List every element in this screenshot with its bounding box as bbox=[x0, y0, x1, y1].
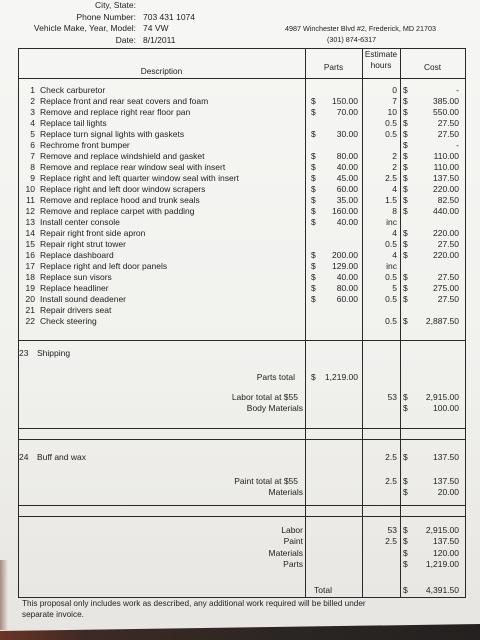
grand-total-value: 4,391.50 bbox=[425, 585, 459, 595]
parts-total-value: 1,219.00 bbox=[324, 372, 358, 382]
cost-amount bbox=[410, 261, 459, 272]
line-item-number: 14 bbox=[25, 228, 35, 238]
line-item-number: 21 bbox=[25, 305, 35, 315]
parts-amount: 60.00 bbox=[336, 184, 358, 194]
parts-amount: 160.00 bbox=[332, 206, 358, 216]
line-item-description: Remove and replace right rear floor pan bbox=[40, 107, 191, 117]
line-item-description: Remove and replace rear window seal with insert bbox=[40, 162, 226, 172]
line-item-row bbox=[0, 85, 480, 96]
estimate-hours: 10 bbox=[387, 107, 397, 117]
cost-currency-symbol: $ bbox=[403, 272, 408, 282]
estimate-hours: 8 bbox=[392, 206, 397, 216]
shop-address: 4987 Winchester Blvd #2, Frederick, MD 21703 bbox=[285, 24, 437, 33]
shop-phone: (301) 874-6317 bbox=[327, 35, 377, 44]
line-item-row bbox=[0, 107, 480, 118]
cost-currency-symbol: $ bbox=[403, 228, 408, 238]
line-item-number: 17 bbox=[25, 261, 35, 271]
line-item-description: Check carburetor bbox=[40, 85, 106, 95]
cost-currency-symbol: $ bbox=[403, 206, 408, 216]
phone-number-value: 703 431 1074 bbox=[143, 12, 195, 22]
cost-amount: 27.50 bbox=[437, 129, 459, 139]
line-item-description: Replace right and left quarter window seal with insert bbox=[40, 173, 239, 183]
estimate-hours: 0.5 bbox=[385, 294, 397, 304]
estimate-hours: 4 bbox=[392, 228, 397, 238]
body-materials-row bbox=[0, 403, 480, 414]
cost-amount: 110.00 bbox=[433, 162, 459, 172]
summary-currency: $ bbox=[403, 548, 408, 558]
body-materials-value: 100.00 bbox=[433, 403, 459, 413]
paint-materials-label: Materials bbox=[268, 487, 303, 497]
line-item-number: 22 bbox=[25, 316, 35, 326]
parts-amount bbox=[316, 85, 358, 96]
cost-currency-symbol: $ bbox=[403, 250, 408, 260]
buff-wax-number: 24 bbox=[19, 452, 29, 462]
line-item-description: Remove and replace hood and trunk seals bbox=[40, 195, 200, 205]
parts-amount bbox=[316, 239, 358, 250]
cost-amount: 2,887.50 bbox=[425, 316, 459, 326]
line-item-number: 7 bbox=[30, 151, 35, 161]
summary-value: 137.50 bbox=[433, 536, 459, 546]
cost-currency-symbol: $ bbox=[403, 96, 408, 106]
cost-amount: 27.50 bbox=[437, 294, 459, 304]
cost-amount: 137.50 bbox=[433, 173, 459, 183]
labor-total-hours: 53 bbox=[387, 392, 397, 402]
paint-total-hours: 2.5 bbox=[385, 476, 397, 486]
line-item-description: Rechrome front bumper bbox=[40, 140, 130, 150]
cost-amount bbox=[410, 217, 459, 228]
line-item-number: 8 bbox=[30, 162, 35, 172]
buff-wax-value: 137.50 bbox=[433, 452, 459, 462]
line-item-row bbox=[0, 305, 480, 316]
cost-currency-symbol: $ bbox=[403, 118, 408, 128]
line-item-number: 19 bbox=[25, 283, 35, 293]
section-divider bbox=[18, 428, 466, 429]
parts-column-header: Parts bbox=[323, 62, 344, 72]
date-label: Date: bbox=[115, 35, 136, 45]
summary-label: Labor bbox=[281, 525, 303, 535]
summary-value: 120.00 bbox=[433, 548, 459, 558]
parts-total-currency: $ bbox=[311, 372, 316, 382]
parts-total-row bbox=[0, 372, 480, 383]
estimate-hours: 5 bbox=[392, 283, 397, 293]
estimate-hours bbox=[364, 305, 397, 316]
vehicle-label: Vehicle Make, Year, Model: bbox=[33, 23, 136, 33]
cost-currency-symbol: $ bbox=[403, 129, 408, 139]
paint-total-currency: $ bbox=[403, 476, 408, 486]
line-item-row bbox=[0, 250, 480, 261]
buff-wax-row bbox=[0, 452, 480, 463]
parts-currency-symbol: $ bbox=[311, 272, 316, 282]
line-item-row bbox=[0, 261, 480, 272]
line-item-row bbox=[0, 239, 480, 250]
estimate-hours: inc bbox=[386, 217, 397, 227]
labor-total-value: 2,915.00 bbox=[425, 392, 459, 402]
parts-currency-symbol: $ bbox=[311, 206, 316, 216]
shipping-description: Shipping bbox=[37, 348, 71, 358]
line-item-description: Replace dashboard bbox=[40, 250, 114, 260]
line-item-row bbox=[0, 294, 480, 305]
summary-hours bbox=[364, 559, 397, 570]
estimate-hours: 0.5 bbox=[385, 272, 397, 282]
buff-wax-currency: $ bbox=[403, 452, 408, 462]
vehicle-value: 74 VW bbox=[143, 23, 169, 33]
cost-currency-symbol: $ bbox=[403, 140, 408, 150]
grand-total-currency: $ bbox=[403, 585, 408, 595]
line-item-description: Replace headliner bbox=[40, 283, 109, 293]
parts-amount bbox=[316, 305, 358, 316]
estimate-hours: 0.5 bbox=[385, 118, 397, 128]
labor-total-row bbox=[0, 392, 480, 403]
line-item-row bbox=[0, 283, 480, 294]
parts-amount: 70.00 bbox=[336, 107, 358, 117]
cost-currency-symbol: $ bbox=[403, 151, 408, 161]
parts-currency-symbol: $ bbox=[311, 294, 316, 304]
cost-amount: 220.00 bbox=[433, 250, 459, 260]
buff-wax-hours: 2.5 bbox=[385, 452, 397, 462]
line-item-description: Install center console bbox=[40, 217, 120, 227]
parts-total-label: Parts total bbox=[256, 372, 295, 382]
line-item-number: 2 bbox=[30, 96, 35, 106]
parts-amount: 40.00 bbox=[336, 162, 358, 172]
cost-currency-symbol: $ bbox=[403, 85, 408, 95]
cost-amount: 220.00 bbox=[433, 184, 459, 194]
parts-currency-symbol: $ bbox=[311, 250, 316, 260]
grand-total-label: Total bbox=[314, 585, 332, 595]
line-item-description: Repair right front side apron bbox=[40, 228, 146, 238]
estimate-hours: 0.5 bbox=[385, 239, 397, 249]
paint-materials-currency: $ bbox=[403, 487, 408, 497]
parts-currency-symbol: $ bbox=[311, 283, 316, 293]
parts-amount bbox=[316, 118, 358, 129]
parts-amount: 80.00 bbox=[336, 283, 358, 293]
estimate-hours: 0 bbox=[392, 85, 397, 95]
parts-amount: 150.00 bbox=[332, 96, 358, 106]
city-state-label: City, State: bbox=[95, 0, 136, 10]
line-item-number: 11 bbox=[26, 195, 35, 205]
cost-amount: 110.00 bbox=[433, 151, 459, 161]
estimate-hours: inc bbox=[386, 261, 397, 271]
line-item-number: 18 bbox=[25, 272, 35, 282]
estimate-hours: 2 bbox=[392, 151, 397, 161]
line-item-row bbox=[0, 217, 480, 228]
line-item-number: 6 bbox=[30, 140, 35, 150]
line-item-description: Remove and replace carpet with padding bbox=[40, 206, 195, 216]
summary-row bbox=[0, 525, 480, 536]
line-item-description: Repair right strut tower bbox=[40, 239, 126, 249]
line-item-row bbox=[0, 140, 480, 151]
parts-currency-symbol: $ bbox=[311, 129, 316, 139]
cost-amount: 27.50 bbox=[437, 118, 459, 128]
cost-amount: 440.00 bbox=[433, 206, 459, 216]
line-item-number: 20 bbox=[25, 294, 35, 304]
cost-currency-symbol: $ bbox=[403, 316, 408, 326]
parts-currency-symbol: $ bbox=[311, 173, 316, 183]
line-item-row bbox=[0, 206, 480, 217]
summary-hours: 53 bbox=[387, 525, 397, 535]
hours-column-header-line1: Estimate bbox=[364, 49, 398, 59]
description-column-header: Description bbox=[140, 66, 183, 76]
line-item-description: Replace right and left door window scrapers bbox=[40, 184, 206, 194]
parts-currency-symbol: $ bbox=[311, 217, 316, 227]
cost-currency-symbol: $ bbox=[403, 184, 408, 194]
body-materials-label: Body Materials bbox=[246, 403, 303, 413]
cost-amount: 27.50 bbox=[437, 272, 459, 282]
line-item-number: 4 bbox=[30, 118, 35, 128]
parts-amount: 129.00 bbox=[332, 261, 358, 271]
line-item-number: 5 bbox=[30, 129, 35, 139]
line-item-number: 12 bbox=[25, 206, 35, 216]
parts-currency-symbol: $ bbox=[311, 107, 316, 117]
line-item-number: 1 bbox=[30, 85, 35, 95]
line-item-description: Remove and replace windshield and gasket bbox=[40, 151, 205, 161]
summary-currency: $ bbox=[403, 559, 408, 569]
summary-value: 2,915.00 bbox=[425, 525, 459, 535]
summary-row bbox=[0, 536, 480, 547]
line-item-row bbox=[0, 118, 480, 129]
line-item-row bbox=[0, 173, 480, 184]
cost-currency-symbol: $ bbox=[403, 107, 408, 117]
body-materials-currency: $ bbox=[403, 403, 408, 413]
summary-label: Materials bbox=[268, 548, 303, 558]
section-divider bbox=[18, 516, 466, 517]
line-item-row bbox=[0, 316, 480, 327]
line-item-number: 16 bbox=[25, 250, 35, 260]
line-item-description: Install sound deadener bbox=[40, 294, 127, 304]
estimate-hours: 0.5 bbox=[385, 316, 397, 326]
section-divider bbox=[18, 439, 466, 440]
hours-column-header-line2: hours bbox=[370, 60, 392, 70]
summary-row bbox=[0, 548, 480, 559]
cost-column-header: Cost bbox=[423, 62, 442, 72]
paper-edge-shadow bbox=[0, 560, 8, 630]
parts-amount: 45.00 bbox=[336, 173, 358, 183]
cost-amount: - bbox=[456, 85, 459, 95]
paint-materials-row bbox=[0, 487, 480, 498]
cost-amount: 27.50 bbox=[437, 239, 459, 249]
disclaimer-line: separate invoice. bbox=[22, 610, 84, 619]
buff-wax-description: Buff and wax bbox=[37, 452, 86, 462]
paint-total-value: 137.50 bbox=[433, 476, 459, 486]
estimate-hours: 1.5 bbox=[385, 195, 397, 205]
line-item-description: Replace sun visors bbox=[40, 272, 112, 282]
cost-amount: 275.00 bbox=[433, 283, 459, 293]
cost-currency-symbol: $ bbox=[403, 239, 408, 249]
labor-total-label: Labor total at $55 bbox=[231, 392, 298, 402]
line-item-row bbox=[0, 184, 480, 195]
line-item-row bbox=[0, 162, 480, 173]
line-item-description: Replace tail lights bbox=[40, 118, 107, 128]
line-item-row bbox=[0, 129, 480, 140]
parts-amount: 60.00 bbox=[336, 294, 358, 304]
parts-amount: 30.00 bbox=[336, 129, 358, 139]
cost-amount bbox=[410, 305, 459, 316]
line-item-description: Check steering bbox=[40, 316, 97, 326]
line-item-row bbox=[0, 195, 480, 206]
estimate-hours bbox=[364, 140, 397, 151]
line-item-number: 9 bbox=[30, 173, 35, 183]
parts-amount bbox=[316, 316, 358, 327]
parts-amount bbox=[316, 140, 358, 151]
parts-currency-symbol: $ bbox=[311, 151, 316, 161]
shipping-row bbox=[0, 348, 480, 359]
grand-total-row bbox=[0, 585, 480, 596]
summary-label: Parts bbox=[283, 559, 303, 569]
cost-amount: 82.50 bbox=[437, 195, 459, 205]
parts-amount: 35.00 bbox=[336, 195, 358, 205]
estimate-hours: 7 bbox=[392, 96, 397, 106]
summary-currency: $ bbox=[403, 536, 408, 546]
cost-amount: - bbox=[456, 140, 459, 150]
paint-materials-value: 20.00 bbox=[437, 487, 459, 497]
estimate-hours: 4 bbox=[392, 250, 397, 260]
estimate-hours: 4 bbox=[392, 184, 397, 194]
line-item-row bbox=[0, 96, 480, 107]
estimate-hours: 0.5 bbox=[385, 129, 397, 139]
line-item-number: 3 bbox=[30, 107, 35, 117]
table-surface bbox=[0, 622, 480, 640]
line-item-description: Repair drivers seat bbox=[40, 305, 112, 315]
disclaimer-line: This proposal only includes work as described, any additional work required will be billed under bbox=[22, 599, 366, 608]
summary-label: Paint bbox=[283, 536, 303, 546]
line-item-number: 10 bbox=[25, 184, 35, 194]
summary-currency: $ bbox=[403, 525, 408, 535]
parts-amount: 40.00 bbox=[336, 217, 358, 227]
parts-currency-symbol: $ bbox=[311, 96, 316, 106]
line-item-row bbox=[0, 151, 480, 162]
section-divider bbox=[18, 340, 466, 341]
estimate-hours: 2 bbox=[392, 162, 397, 172]
date-value: 8/1/2011 bbox=[143, 35, 176, 45]
shipping-number: 23 bbox=[19, 348, 29, 358]
line-item-number: 13 bbox=[25, 217, 35, 227]
line-item-description: Replace front and rear seat covers and foam bbox=[40, 96, 209, 106]
summary-value: 1,219.00 bbox=[425, 559, 459, 569]
cost-amount: 550.00 bbox=[433, 107, 459, 117]
summary-hours: 2.5 bbox=[385, 536, 397, 546]
estimate-hours: 2.5 bbox=[385, 173, 397, 183]
parts-amount bbox=[316, 228, 358, 239]
parts-currency-symbol: $ bbox=[311, 162, 316, 172]
summary-row bbox=[0, 559, 480, 570]
line-item-row bbox=[0, 272, 480, 283]
line-item-number: 15 bbox=[25, 239, 35, 249]
cost-amount: 220.00 bbox=[433, 228, 459, 238]
line-item-row bbox=[0, 228, 480, 239]
cost-currency-symbol: $ bbox=[403, 294, 408, 304]
cost-currency-symbol: $ bbox=[403, 162, 408, 172]
labor-total-currency: $ bbox=[403, 392, 408, 402]
phone-number-label: Phone Number: bbox=[76, 12, 136, 22]
paint-total-row bbox=[0, 476, 480, 487]
cost-currency-symbol: $ bbox=[403, 173, 408, 183]
header-bottom-border bbox=[18, 78, 466, 79]
parts-amount: 80.00 bbox=[336, 151, 358, 161]
line-item-description: Replace right and left door panels bbox=[40, 261, 168, 271]
parts-currency-symbol: $ bbox=[311, 195, 316, 205]
cost-currency-symbol: $ bbox=[403, 283, 408, 293]
parts-amount: 200.00 bbox=[332, 250, 358, 260]
parts-currency-symbol: $ bbox=[311, 261, 316, 271]
cost-currency-symbol: $ bbox=[403, 195, 408, 205]
parts-amount: 40.00 bbox=[336, 272, 358, 282]
section-divider bbox=[18, 505, 466, 506]
line-item-description: Replace turn signal lights with gaskets bbox=[40, 129, 185, 139]
summary-hours bbox=[364, 548, 397, 559]
parts-currency-symbol: $ bbox=[311, 184, 316, 194]
paint-total-label: Paint total at $55 bbox=[234, 476, 298, 486]
cost-amount: 385.00 bbox=[433, 96, 459, 106]
